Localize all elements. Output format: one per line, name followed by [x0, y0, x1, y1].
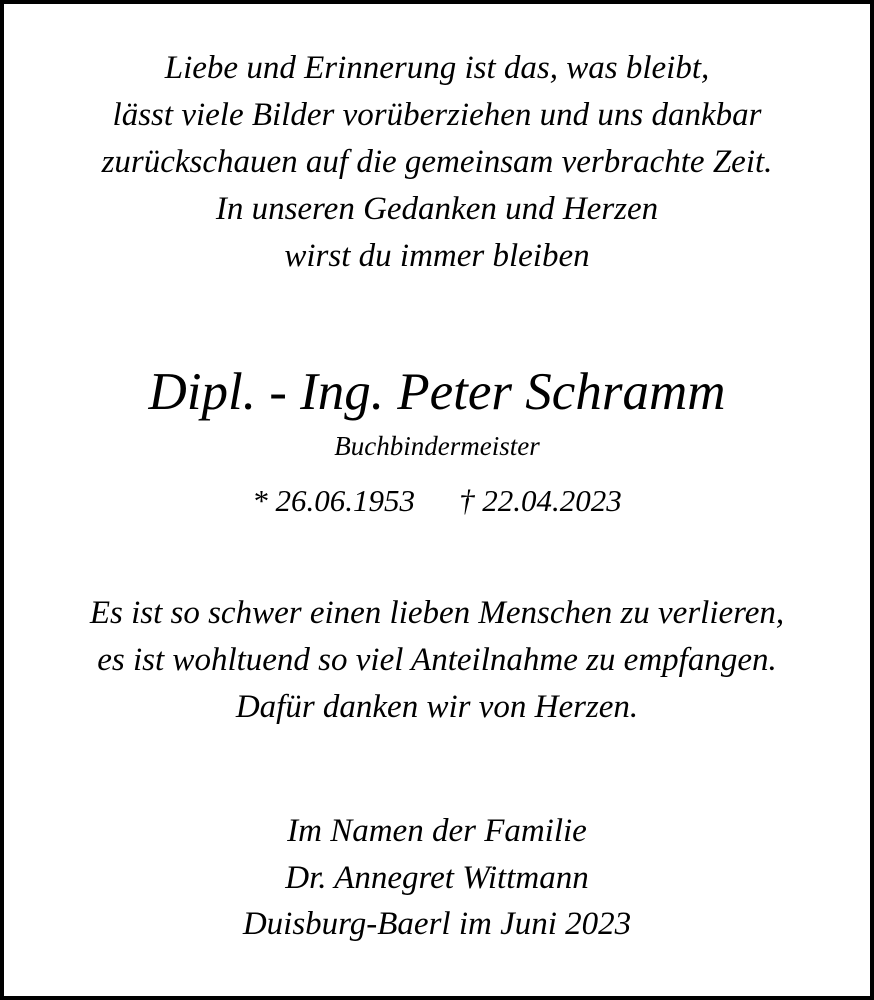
- signature-place-date: Duisburg-Baerl im Juni 2023: [242, 906, 632, 942]
- death-date: † 22.04.2023: [459, 483, 622, 518]
- deceased-occupation: Buchbindermeister: [334, 431, 540, 461]
- verse-line-1: Liebe und Erinnerung ist das, was bleibt,: [164, 50, 710, 86]
- thanks-line-1: Es ist so schwer einen lieben Menschen zu verlieren,: [89, 595, 785, 631]
- thanks-line-2: es ist wohltuend so viel Anteilnahme zu empfangen.: [97, 642, 777, 678]
- life-dates: [4, 481, 870, 521]
- birth-date: * 26.06.1953: [252, 483, 415, 518]
- verse-line-4: In unseren Gedanken und Herzen: [215, 191, 659, 227]
- deceased-name: Dipl. - Ing. Peter Schramm: [148, 363, 726, 421]
- verse-line-5: wirst du immer bleiben: [284, 238, 590, 274]
- signature-line-1: Im Namen der Familie: [287, 813, 587, 849]
- verse-line-2: lässt viele Bilder vorüberziehen und uns dankbar: [112, 97, 762, 133]
- verse-line-3: zurückschauen auf die gemeinsam verbrachte Zeit.: [101, 144, 773, 180]
- signature-name: Dr. Annegret Wittmann: [285, 860, 589, 896]
- thanks-line-3: Dafür danken wir von Herzen.: [235, 689, 639, 725]
